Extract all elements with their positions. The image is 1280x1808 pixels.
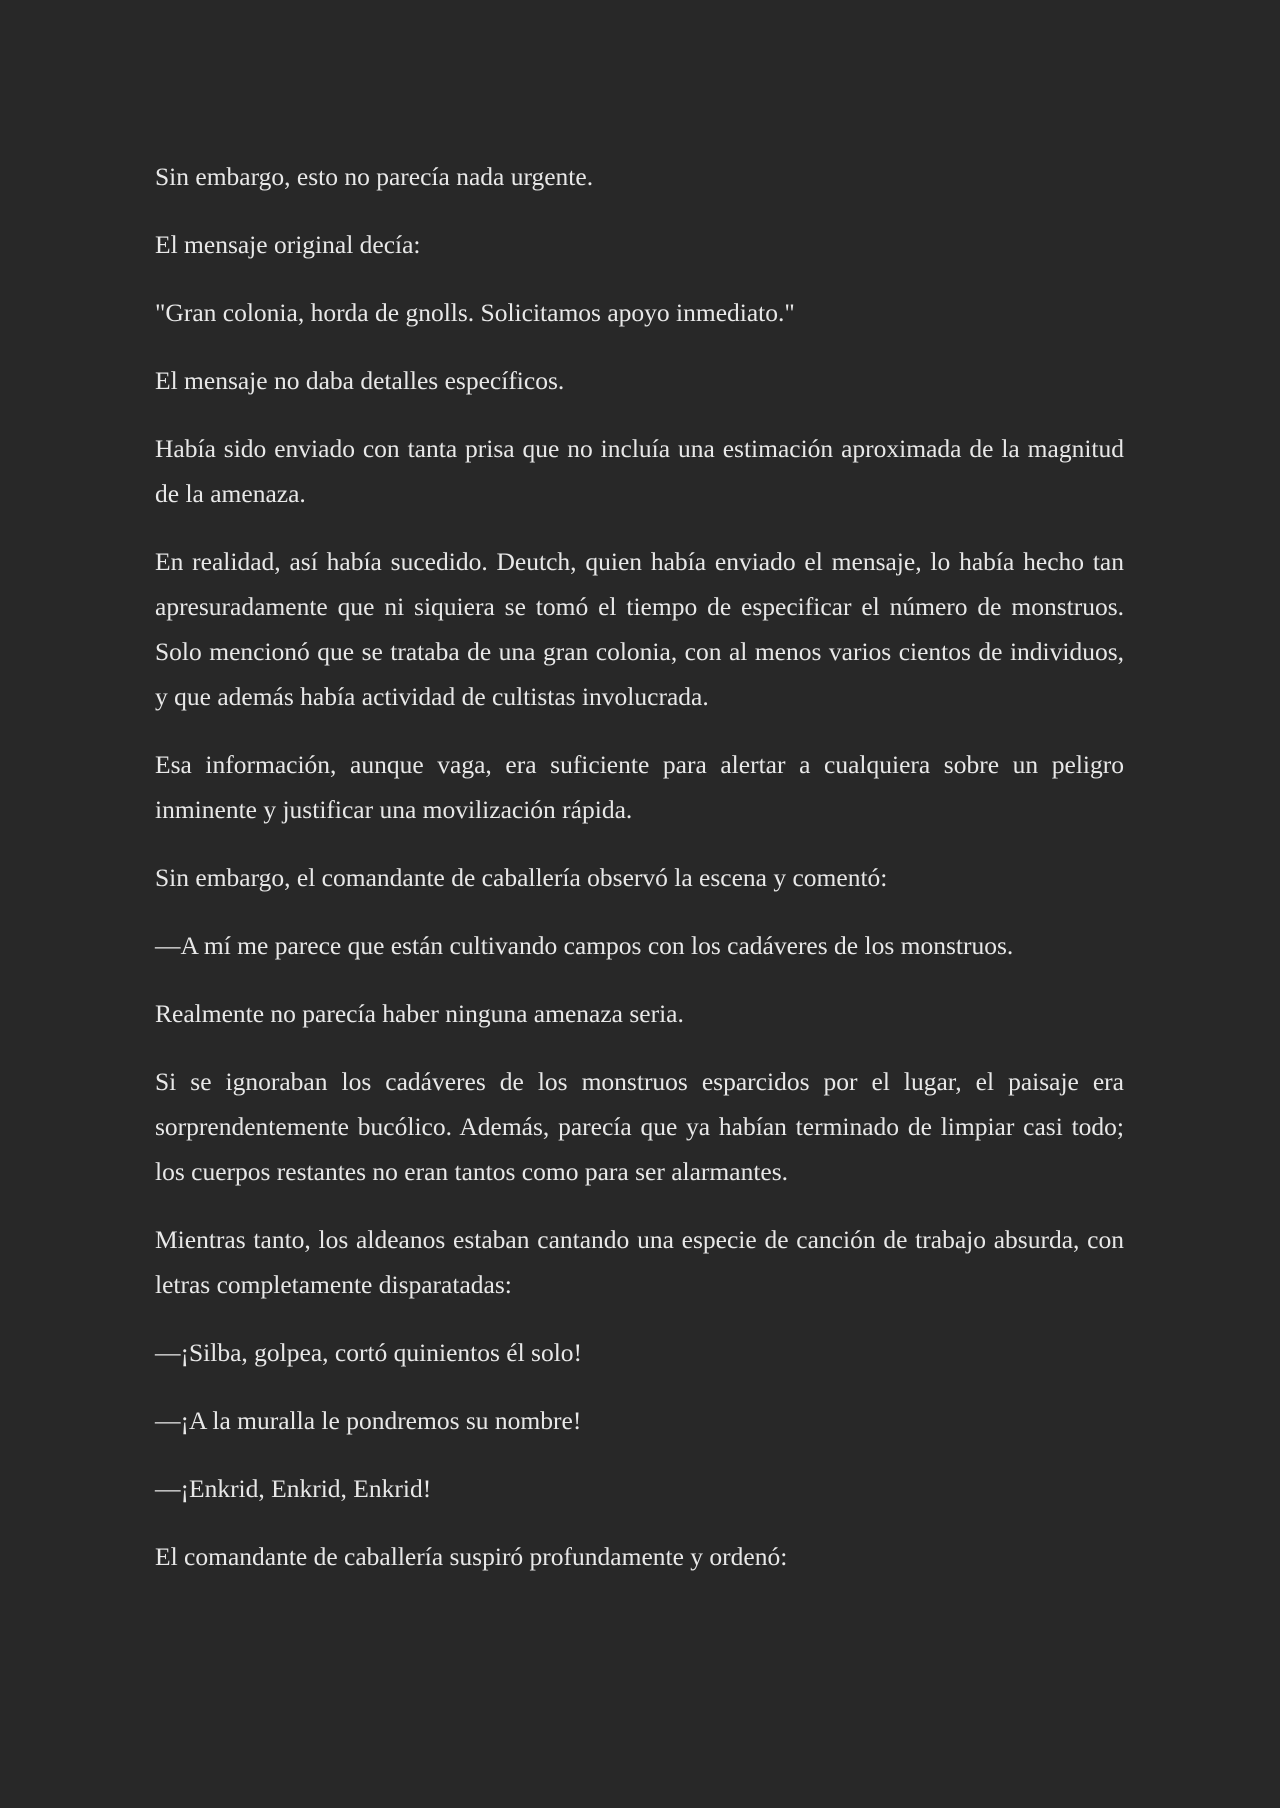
paragraph: —¡A la muralla le pondremos su nombre!: [155, 1406, 582, 1435]
paragraph: Si se ignoraban los cadáveres de los monstruos esparcidos por el lugar, el paisaje era sorprendentemente bucólico. Además, parecía que ya habían terminado de limpiar casi todo; los cuerpos restantes no eran tantos como para ser alarmantes.: [155, 1067, 1124, 1186]
paragraph: —A mí me parece que están cultivando campos con los cadáveres de los monstruos.: [155, 931, 1014, 960]
paragraph: En realidad, así había sucedido. Deutch, quien había enviado el mensaje, lo había hecho tan apresuradamente que ni siquiera se tomó el tiempo de especificar el número de monstruos. Solo mencionó que se trataba de una gran colonia, con al menos varios cientos de individuos, y que además había actividad de cultistas involucrada.: [155, 547, 1124, 711]
paragraph: Sin embargo, el comandante de caballería observó la escena y comentó:: [155, 863, 888, 892]
paragraph: El mensaje no daba detalles específicos.: [155, 366, 565, 395]
paragraph: Esa información, aunque vaga, era suficiente para alertar a cualquiera sobre un peligro inminente y justificar una movilización rápida.: [155, 750, 1124, 824]
paragraph: Realmente no parecía haber ninguna amenaza seria.: [155, 999, 684, 1028]
paragraph: Mientras tanto, los aldeanos estaban cantando una especie de canción de trabajo absurda, con letras completamente disparatadas:: [155, 1225, 1124, 1299]
paragraph: El mensaje original decía:: [155, 230, 421, 259]
paragraph: —¡Silba, golpea, cortó quinientos él solo!: [155, 1338, 583, 1367]
paragraph: El comandante de caballería suspiró profundamente y ordenó:: [155, 1542, 788, 1571]
paragraph: "Gran colonia, horda de gnolls. Solicitamos apoyo inmediato.": [155, 298, 795, 327]
paragraph: —¡Enkrid, Enkrid, Enkrid!: [155, 1474, 432, 1503]
paragraph: Sin embargo, esto no parecía nada urgente.: [155, 162, 594, 191]
paragraph: Había sido enviado con tanta prisa que no incluía una estimación aproximada de la magnitud de la amenaza.: [155, 434, 1124, 508]
